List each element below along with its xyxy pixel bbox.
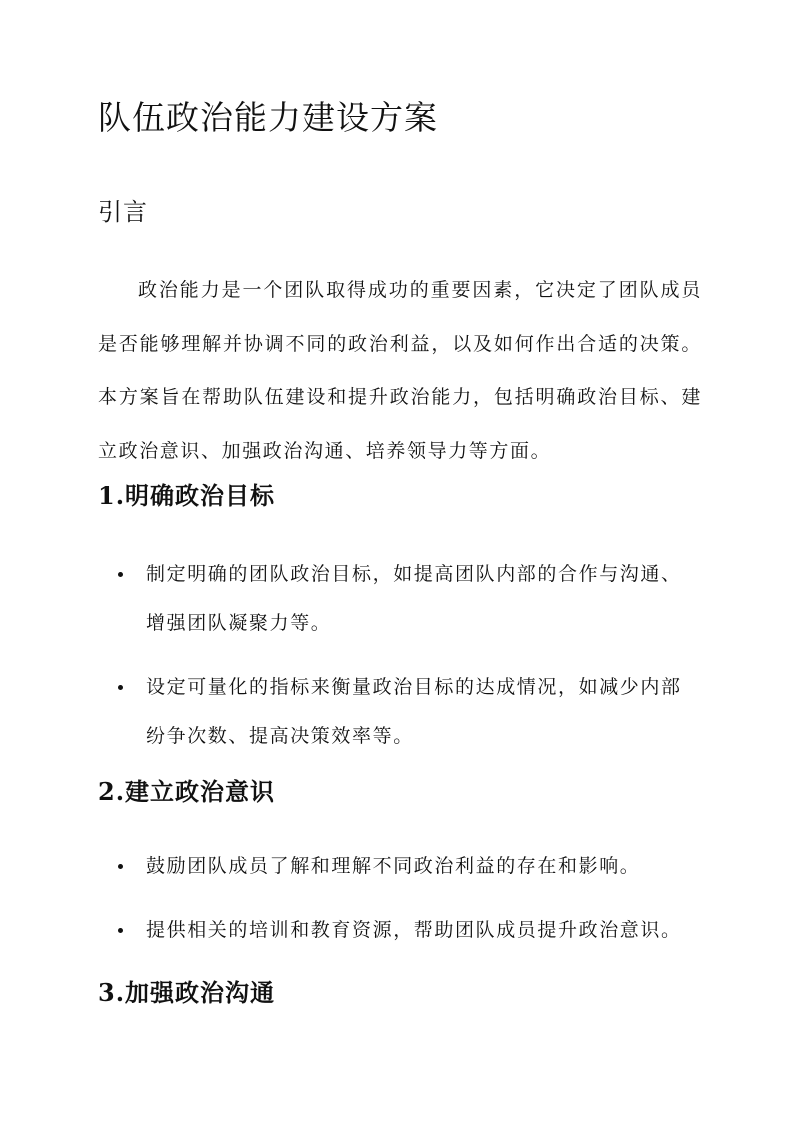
bullet-dot-icon xyxy=(118,928,123,933)
section-1-list xyxy=(98,550,702,776)
bullet-dot-icon xyxy=(118,572,123,577)
section-3-heading: 3.加强政治沟通 xyxy=(98,978,276,1007)
bullet-dot-icon xyxy=(118,685,123,690)
list-item xyxy=(98,842,691,891)
section-2-heading: 2.建立政治意识 xyxy=(98,777,276,806)
section-2-list xyxy=(98,842,702,970)
list-item-text: 制定明确的团队政治目标，如提高团队内部的合作与沟通、增强团队凝聚力等。 xyxy=(146,563,682,634)
list-item-text: 设定可量化的指标来衡量政治目标的达成情况，如减少内部纷争次数、提高决策效率等。 xyxy=(146,676,682,747)
list-item xyxy=(98,550,691,648)
document-title: 队伍政治能力建设方案 xyxy=(98,98,438,137)
list-item xyxy=(98,906,691,955)
list-item-text: 鼓励团队成员了解和理解不同政治利益的存在和影响。 xyxy=(146,855,641,877)
intro-heading: 引言 xyxy=(98,198,148,226)
intro-paragraph: 政治能力是一个团队取得成功的重要因素，它决定了团队成员是否能够理解并协调不同的政治利益，以及如何作出合适的决策。本方案旨在帮助队伍建设和提升政治能力，包括明确政治目标、建立政治意识、加强政治沟通、培养领导力等方面。 xyxy=(98,279,702,462)
bullet-dot-icon xyxy=(118,864,123,869)
list-item xyxy=(98,663,691,761)
section-1-heading: 1.明确政治目标 xyxy=(98,481,276,510)
list-item-text: 提供相关的培训和教育资源，帮助团队成员提升政治意识。 xyxy=(146,919,682,941)
